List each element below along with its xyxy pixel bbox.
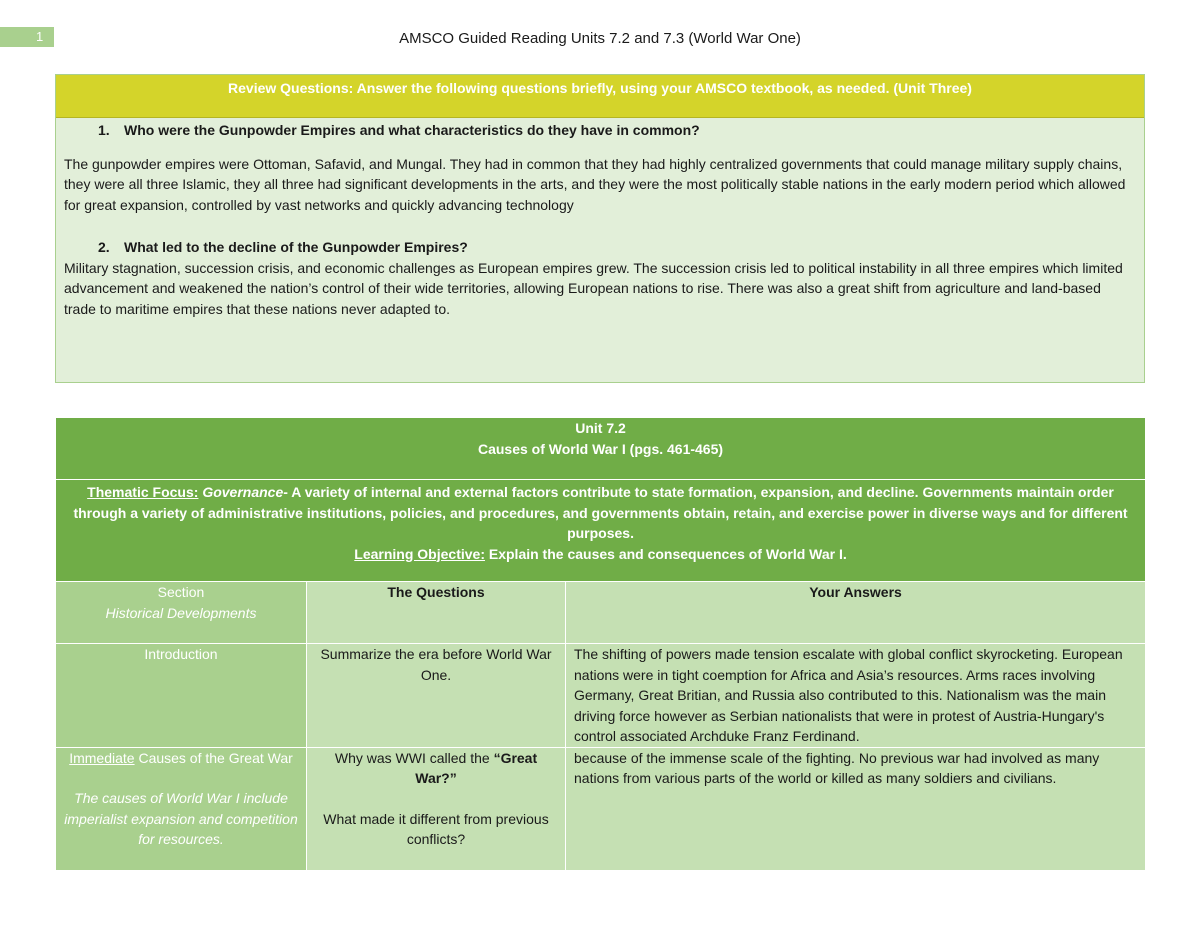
unit-title: Unit 7.2 xyxy=(575,420,626,436)
question-a xyxy=(315,748,557,789)
review-answer-2: Military stagnation, succession crisis, and economic challenges as European empires grew. The succession crisis led to political instability in all three empires which limited advancement and weakened the nation’s control of their wide territories, allowing European nations to rise. There was also a great shift from agriculture and land-based trade to maritime empires that these nations never adapted to. xyxy=(64,259,1123,317)
row-question-introduction: Summarize the era before World War One. xyxy=(307,644,566,748)
row-section-introduction: Introduction xyxy=(56,644,307,748)
review-question-2 xyxy=(64,237,1136,258)
review-heading: Review Questions: Answer the following questions briefly, using your AMSCO textbook, as needed. (Unit Three) xyxy=(56,75,1144,118)
unit-subtitle: Causes of World War I (pgs. 461-465) xyxy=(477,440,724,457)
page-number: 1 xyxy=(0,27,54,47)
question-text: Who were the Gunpowder Empires and what characteristics do they have in common? xyxy=(124,122,700,138)
question-b: What made it different from previous conflicts? xyxy=(323,810,549,847)
thematic-focus-term: Governance xyxy=(202,484,284,500)
section-title-underlined: Immediate xyxy=(69,749,135,766)
review-questions-box xyxy=(55,74,1145,383)
row-answer-introduction[interactable]: The shifting of powers made tension escalate with global conflict skyrocketing. European nations were in tight coemption for Africa and Asia’s resources. Arms races involving Germany, Great Britian, and Russia also contributed to this. Nationalism was the main driving force however as Serbian nationalists that were in protest of Austria-Hungary's control associated Archduke Franz Ferdinand. xyxy=(566,644,1146,748)
unit-header xyxy=(56,418,1146,480)
thematic-focus-cell xyxy=(56,480,1146,582)
section-note: The causes of World War I include imperialist expansion and competition for resources. xyxy=(64,790,298,847)
row-answer-immediate-causes[interactable]: because of the immense scale of the fighting. No previous war had involved as many nations from various parts of the world or killed as many soldiers and civilians. xyxy=(566,747,1146,870)
section-title xyxy=(64,748,298,769)
question-a-bold: “Great War?” xyxy=(415,749,538,786)
review-body xyxy=(56,120,1144,319)
row-section-immediate-causes xyxy=(56,747,307,870)
section-sublabel: Historical Developments xyxy=(105,604,257,621)
column-header-questions: The Questions xyxy=(307,582,566,644)
learning-objective-text: Explain the causes and consequences of World War I. xyxy=(484,545,847,562)
question-number: 1. xyxy=(98,122,110,138)
unit-7-2-table xyxy=(55,417,1146,871)
review-answer-1: The gunpowder empires were Ottoman, Safavid, and Mungal. They had in common that they had highly centralized governments that could manage military supply chains, they were all three Islamic, they all three had significant developments in the arts, and they were the most politically stable nations in the early modern period which allowed for great expansion, controlled by vast networks and quickly advancing technology xyxy=(64,155,1126,213)
question-text: What led to the decline of the Gunpowder Empires? xyxy=(124,239,468,255)
section-label: Section xyxy=(157,584,205,600)
document-title: AMSCO Guided Reading Units 7.2 and 7.3 (World War One) xyxy=(399,30,801,47)
column-header-section xyxy=(56,582,307,644)
row-question-immediate-causes xyxy=(307,747,566,870)
section-title-rest: Causes of the Great War xyxy=(134,749,293,766)
thematic-focus-label: Thematic Focus: xyxy=(87,484,199,500)
review-question-1 xyxy=(64,120,1136,141)
question-number: 2. xyxy=(98,239,110,255)
thematic-focus-text: - A variety of internal and external factors contribute to state formation, expansion, and decline. Governments maintain order through a variety of administrative institutions, policies, and procedures, and governments obtain, retain, and exercise power in diverse ways and for different purposes. xyxy=(73,484,1128,541)
learning-objective-label: Learning Objective: xyxy=(354,545,485,562)
column-header-answers: Your Answers xyxy=(566,582,1146,644)
question-a-text: Why was WWI called the xyxy=(334,749,494,766)
